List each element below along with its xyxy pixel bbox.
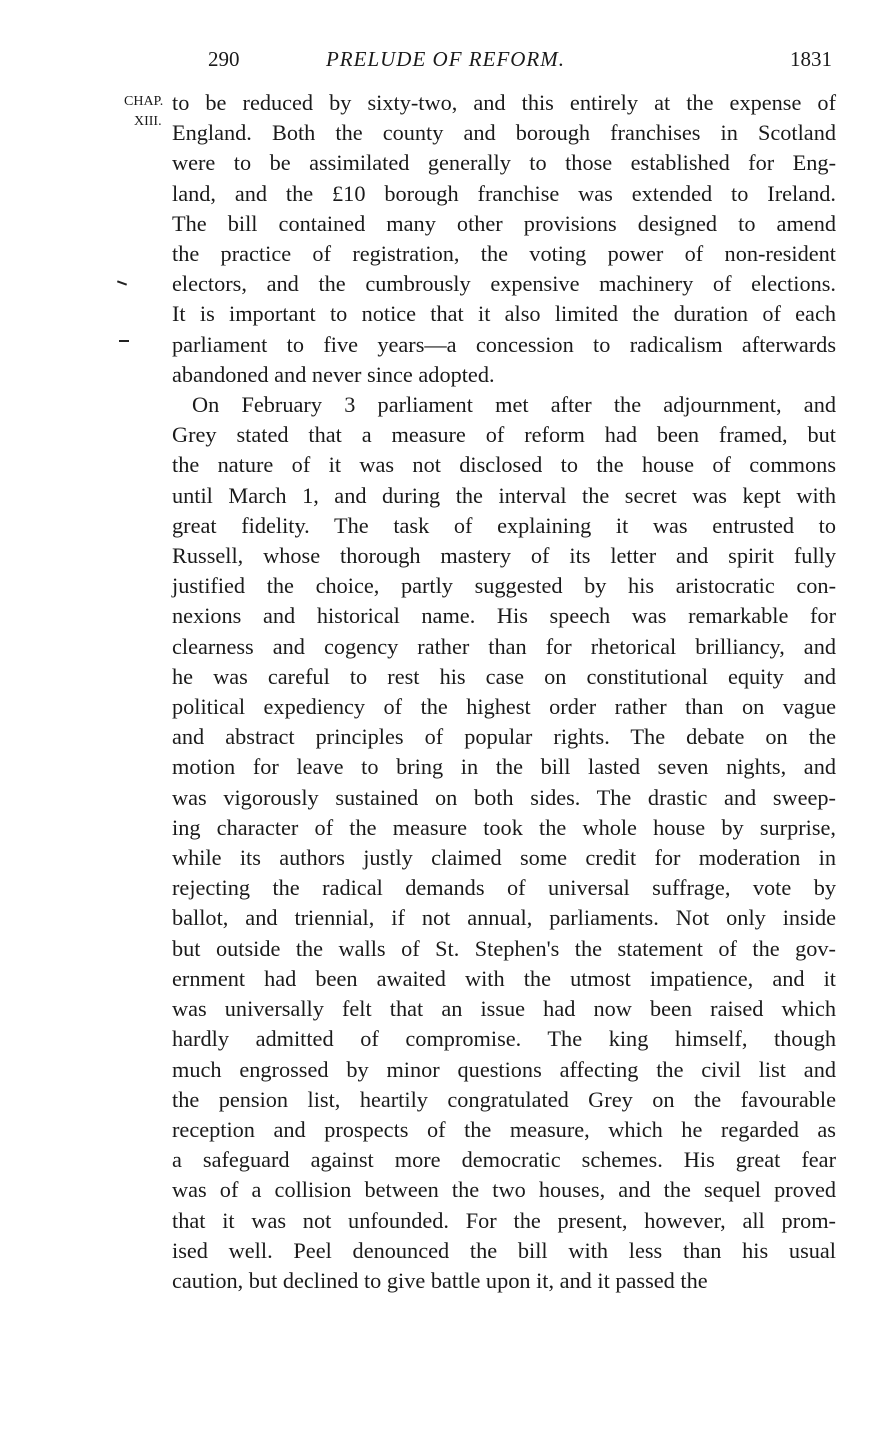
text-line: until March 1, and during the interval the secret was kept with (172, 482, 836, 508)
margin-mark (117, 280, 127, 285)
running-title: PRELUDE OF REFORM. (325, 47, 566, 71)
text-line: great fidelity. The task of explaining it was entrusted to (172, 512, 836, 538)
page-number: 290 (208, 47, 240, 71)
text-line: but outside the walls of St. Stephen's the statement of the gov- (172, 935, 836, 961)
text-line: to be reduced by sixty-two, and this entirely at the expense of (172, 90, 836, 115)
text-line: Russell, whose thorough mastery of its letter and spirit fully (172, 543, 836, 569)
text-line: motion for leave to bring in the bill lasted seven nights, and (172, 754, 836, 780)
chapter-number: XIII. (134, 114, 162, 129)
text-line: justified the choice, partly suggested by his aristocratic con- (172, 573, 836, 599)
text-line: and abstract principles of popular rights. The debate on the (172, 724, 836, 750)
text-line: abandoned and never since adopted. (172, 361, 495, 387)
text-line: while its authors justly claimed some credit for moderation in (172, 845, 836, 871)
text-line: was of a collision between the two houses, and the sequel proved (172, 1177, 836, 1203)
body-text (172, 88, 836, 1296)
text-line: rejecting the radical demands of universal suffrage, vote by (172, 875, 836, 901)
text-line: the nature of it was not disclosed to the house of commons (172, 452, 836, 478)
text-line: the pension list, heartily congratulated Grey on the favourable (172, 1086, 836, 1112)
text-line: was vigorously sustained on both sides. The drastic and sweep- (172, 784, 836, 810)
text-line: ing character of the measure took the whole house by surprise, (172, 814, 836, 840)
text-line: much engrossed by minor questions affecting the civil list and (172, 1056, 836, 1082)
text-line: ernment had been awaited with the utmost impatience, and it (172, 965, 836, 991)
text-line: political expediency of the highest order rather than on vague (172, 694, 836, 720)
text-line: hardly admitted of compromise. The king himself, though (172, 1026, 836, 1052)
text-line: clearness and cogency rather than for rhetorical brilliancy, and (172, 633, 836, 659)
text-line: It is important to notice that it also limited the duration of each (172, 301, 836, 327)
text-line: ised well. Peel denounced the bill with less than his usual (172, 1237, 836, 1263)
text-line: nexions and historical name. His speech was remarkable for (172, 603, 836, 629)
text-line: land, and the £10 borough franchise was extended to Ireland. (172, 180, 836, 206)
text-line: electors, and the cumbrously expensive machinery of elections. (172, 271, 836, 297)
chapter-label: CHAP. (124, 94, 164, 109)
running-year: 1831 (790, 47, 832, 71)
text-line: he was careful to rest his case on constitutional equity and (172, 663, 836, 689)
text-line: Grey stated that a measure of reform had been framed, but (172, 422, 836, 448)
text-line: parliament to five years—a concession to radicalism afterwards (172, 331, 836, 357)
text-line: that it was not unfounded. For the present, however, all prom- (172, 1207, 836, 1233)
text-line: a safeguard against more democratic schemes. His great fear (172, 1147, 836, 1173)
text-line: England. Both the county and borough franchises in Scotland (172, 120, 836, 146)
text-line: The bill contained many other provisions designed to amend (172, 210, 836, 236)
text-line: ballot, and triennial, if not annual, parliaments. Not only inside (172, 905, 836, 931)
text-line: was universally felt that an issue had now been raised which (172, 996, 836, 1022)
text-line: the practice of registration, the voting power of non-resident (172, 241, 836, 267)
text-line: were to be assimilated generally to those established for Eng- (172, 150, 836, 176)
text-line: reception and prospects of the measure, which he regarded as (172, 1116, 836, 1142)
text-line: caution, but declined to give battle upon it, and it passed the (172, 1267, 708, 1293)
margin-mark (119, 340, 129, 342)
text-line: On February 3 parliament met after the adjournment, and (192, 392, 836, 418)
